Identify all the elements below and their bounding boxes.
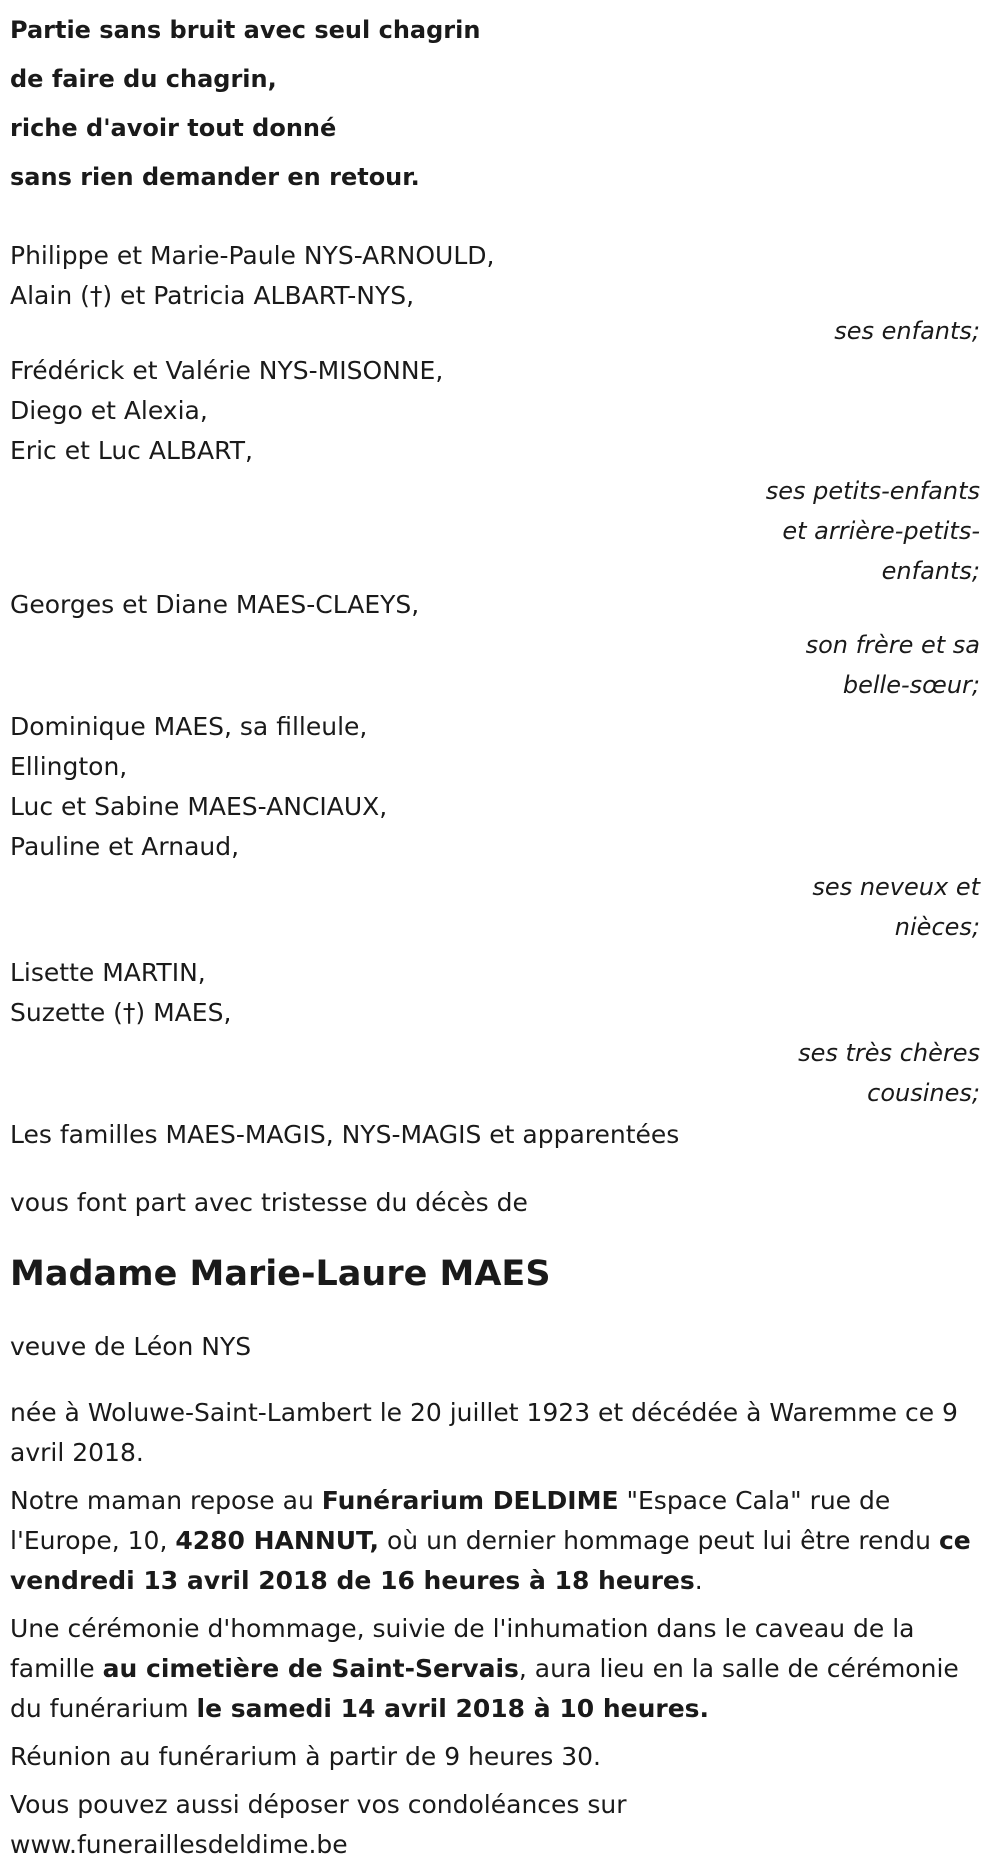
text-span: . (694, 1566, 703, 1595)
poem-line: de faire du chagrin, (10, 65, 277, 93)
deceased-name: Madame Marie-Laure MAES (10, 1254, 551, 1294)
poem-line: riche d'avoir tout donné (10, 114, 337, 142)
name-line: Pauline et Arnaud, (10, 832, 240, 861)
birth-death: née à Woluwe-Saint-Lambert le 20 juillet 1923 et décédée à Waremme ce 9 avril 2018. (10, 1398, 958, 1467)
children-names (10, 236, 990, 316)
meeting: Réunion au funérarium à partir de 9 heures 30. (10, 1742, 601, 1771)
role-line: enfants; (881, 557, 980, 585)
poem-line: sans rien demander en retour. (10, 163, 420, 191)
text-span: où un dernier hommage peut lui être rendu (379, 1526, 939, 1555)
role-line: ses petits-enfants (765, 477, 980, 505)
poem (10, 6, 990, 202)
name-line: Eric et Luc ALBART, (10, 436, 253, 465)
cousins-role (735, 1033, 990, 1113)
ceremony (10, 1609, 990, 1729)
role-line: cousines; (867, 1079, 980, 1107)
cemetery: au cimetière de Saint-Servais (102, 1654, 519, 1683)
text-span: "Espace Cala" rue de l'Europe, 10, (10, 1486, 891, 1555)
grandchildren-role (735, 471, 990, 591)
role-line: belle-sœur; (842, 671, 980, 699)
nephews-role (735, 867, 990, 947)
role-line: ses très chères (798, 1039, 980, 1067)
name-line: Philippe et Marie-Paule NYS-ARNOULD, (10, 241, 495, 270)
announcement: vous font part avec tristesse du décès de (10, 1188, 528, 1217)
name-line: Ellington, (10, 752, 128, 781)
name-line: Dominique MAES, sa filleule, (10, 712, 368, 741)
siblings-names (10, 585, 990, 625)
condolences (10, 1785, 990, 1865)
name-line: Suzette (†) MAES, (10, 998, 232, 1027)
condolences-text: Vous pouvez aussi déposer vos condoléances sur (10, 1790, 627, 1819)
name-line: Lisette MARTIN, (10, 958, 206, 987)
name-line: Alain (†) et Patricia ALBART-NYS, (10, 281, 415, 310)
visiting-hours: ce vendredi 13 avril 2018 de 16 heures à 18 heures (10, 1526, 971, 1595)
resting-place (10, 1481, 990, 1601)
families: Les familles MAES-MAGIS, NYS-MAGIS et apparentées (10, 1120, 680, 1149)
role-line: ses neveux et (812, 873, 980, 901)
name-line: Luc et Sabine MAES-ANCIAUX, (10, 792, 388, 821)
children-role: ses enfants; (834, 317, 980, 345)
nephews-names (10, 707, 990, 867)
poem-line: Partie sans bruit avec seul chagrin (10, 16, 481, 44)
name-line: Frédérick et Valérie NYS-MISONNE, (10, 356, 444, 385)
grandchildren-names (10, 351, 990, 471)
role-line: nièces; (894, 913, 980, 941)
text-span: Une cérémonie d'hommage, suivie de l'inhumation dans le caveau de la famille (10, 1614, 915, 1683)
city: 4280 HANNUT, (175, 1526, 380, 1555)
obituary-page (0, 6, 990, 1865)
name-line: Diego et Alexia, (10, 396, 208, 425)
name-line: Georges et Diane MAES-CLAEYS, (10, 590, 420, 619)
cousins-names (10, 953, 990, 1033)
ceremony-time: le samedi 14 avril 2018 à 10 heures. (196, 1694, 710, 1723)
text-span: Notre maman repose au (10, 1486, 322, 1515)
funeral-home: Funérarium DELDIME (321, 1486, 619, 1515)
widow-line: veuve de Léon NYS (10, 1332, 252, 1361)
role-line: et arrière-petits- (782, 517, 980, 545)
role-line: son frère et sa (805, 631, 980, 659)
text-span: , aura lieu en la salle de cérémonie du funérarium (10, 1654, 959, 1723)
siblings-role (735, 625, 990, 705)
condolences-link[interactable]: www.funeraillesdeldime.be (10, 1830, 348, 1859)
